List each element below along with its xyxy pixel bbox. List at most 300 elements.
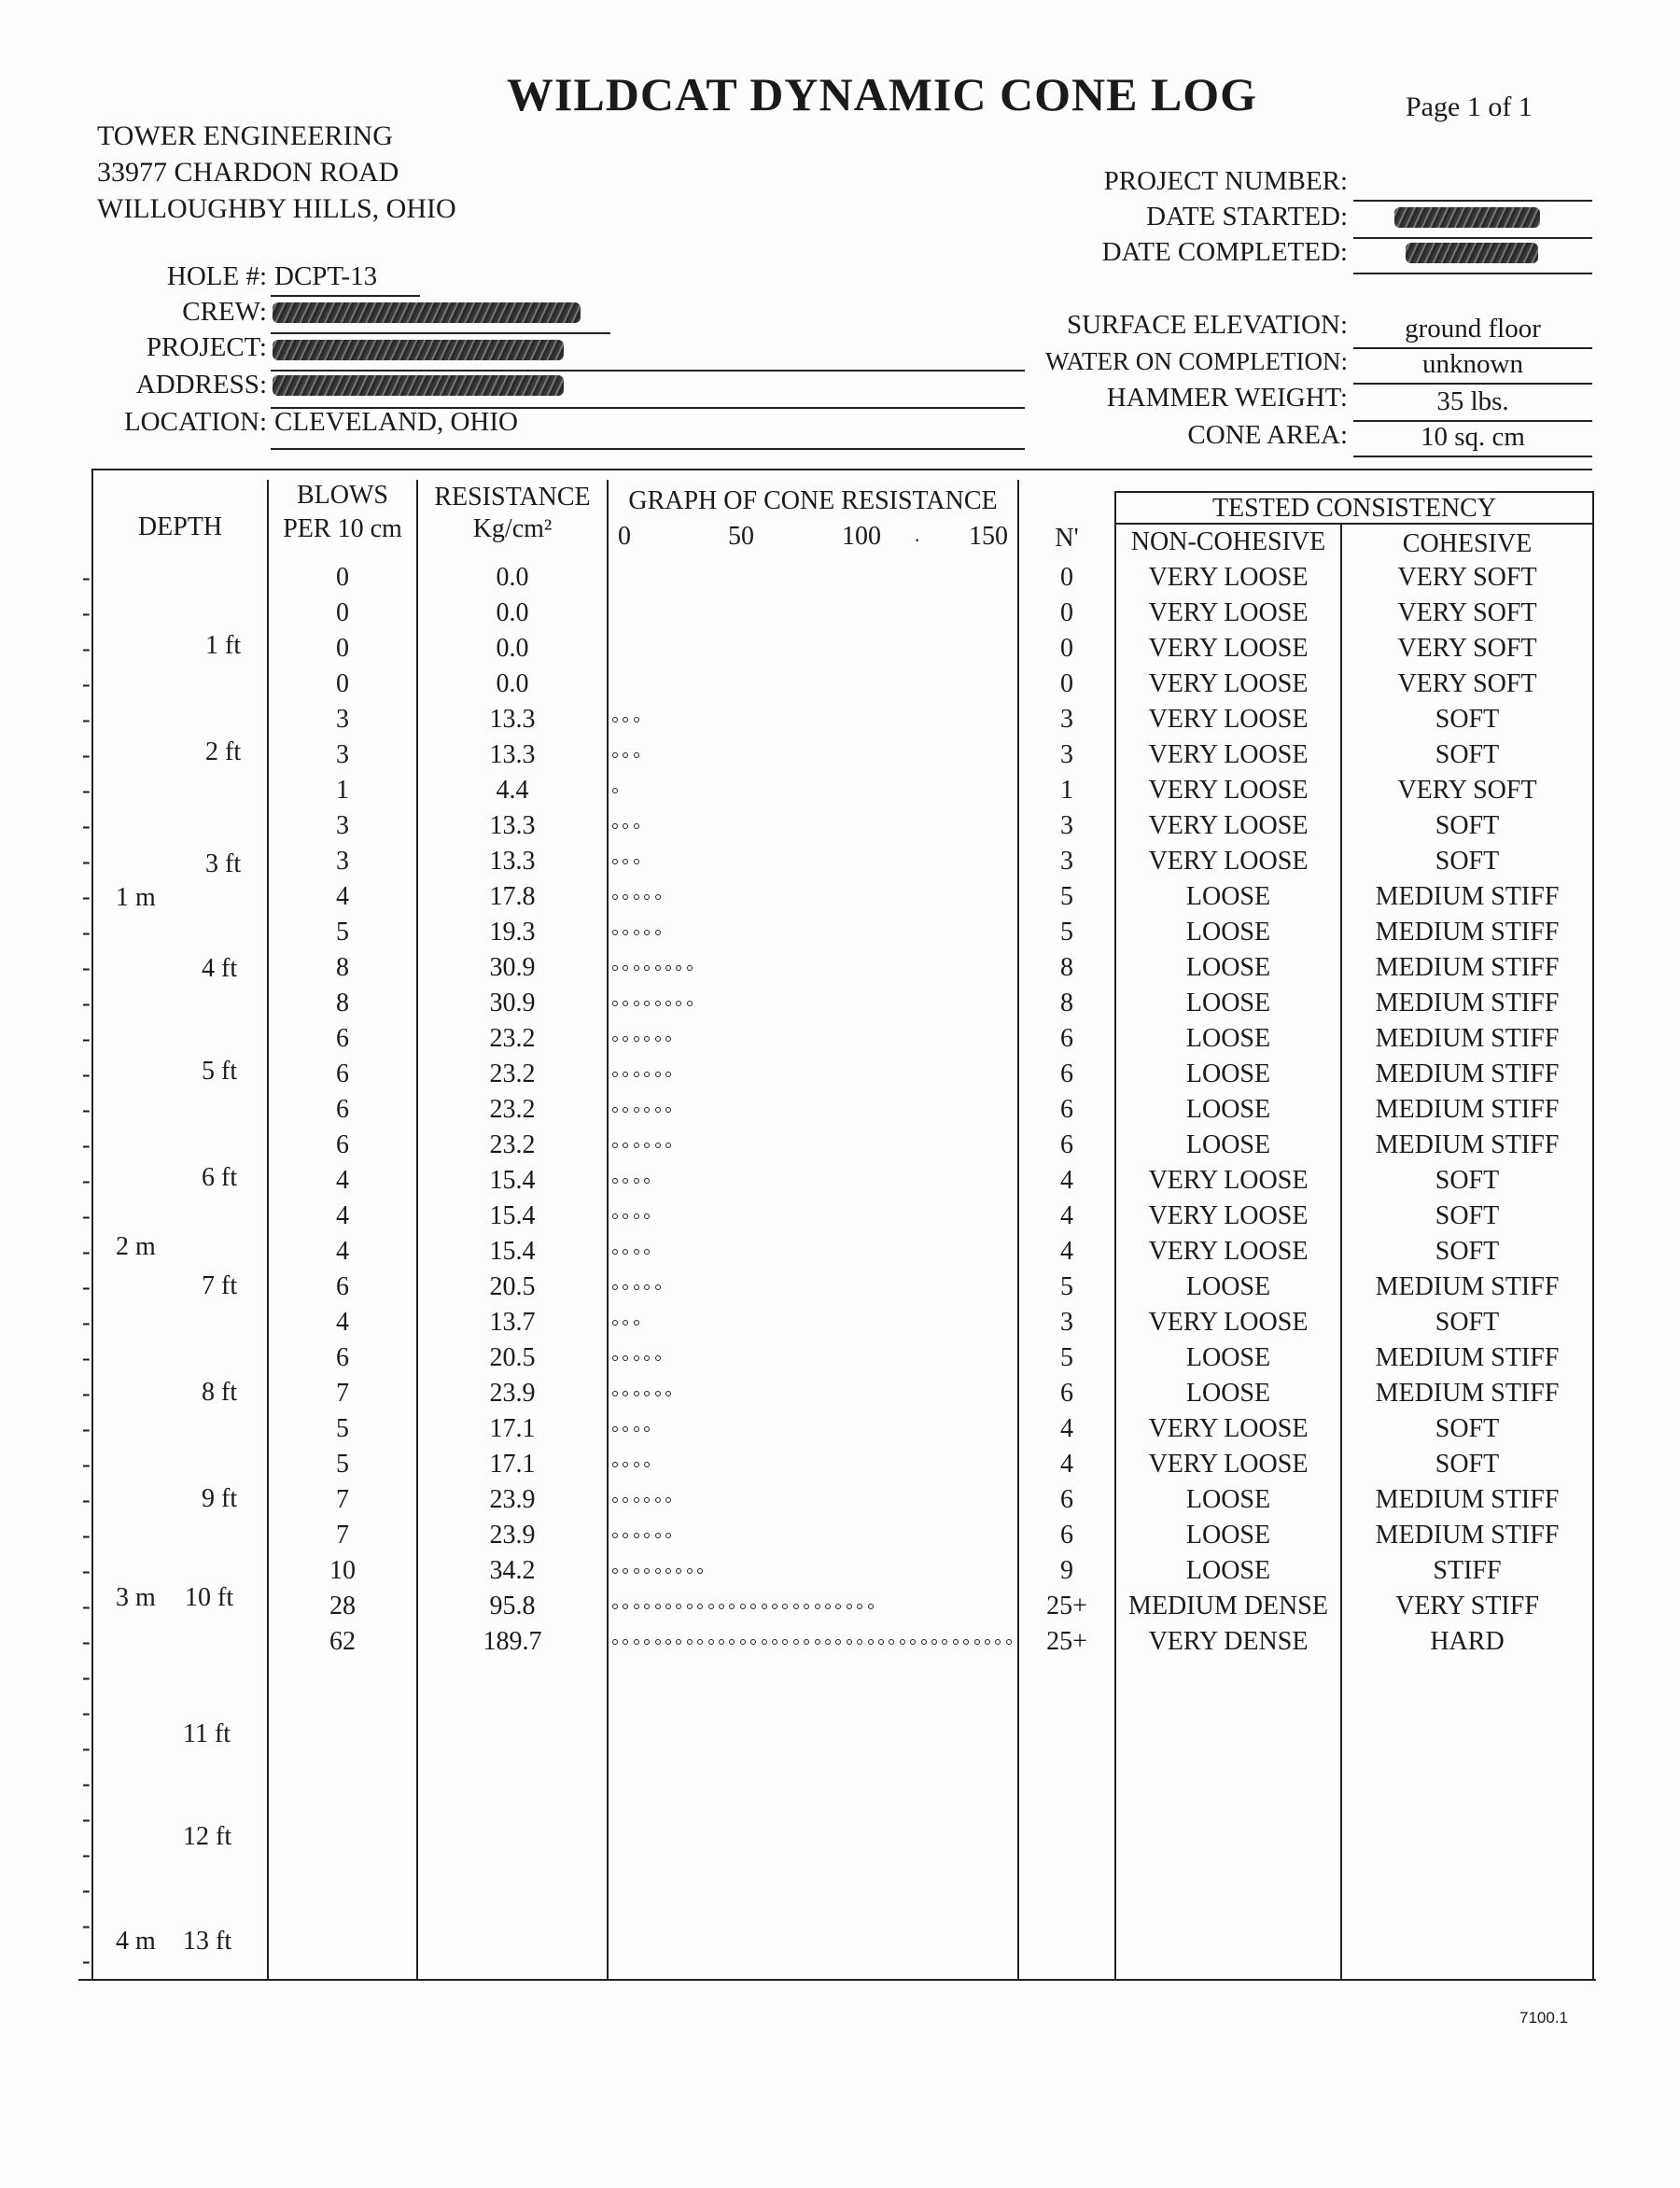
- resistance-dot: [612, 859, 618, 864]
- resistance-dot: [644, 1426, 650, 1432]
- resistance-dot: [634, 965, 639, 971]
- resistance-dot: [612, 1355, 618, 1361]
- resistance-dot: [623, 859, 628, 864]
- resistance-dot: [665, 1072, 671, 1077]
- n-value-cell: 0: [1060, 634, 1073, 663]
- water-underline: [1353, 383, 1592, 385]
- depth-tick-mark: -: [82, 1415, 91, 1442]
- resistance-dot: [655, 1355, 661, 1361]
- graph-tick-100: 100: [842, 522, 881, 551]
- resistance-dot: [634, 1178, 639, 1184]
- resistance-dot: [835, 1639, 841, 1645]
- cohesive-cell: VERY SOFT: [1397, 669, 1537, 698]
- cohesive-cell: MEDIUM STIFF: [1375, 989, 1560, 1017]
- surface-elevation-label: SURFACE ELEVATION:: [1066, 310, 1348, 340]
- header-depth: DEPTH: [137, 512, 223, 541]
- resistance-dot: [634, 1213, 639, 1219]
- non-cohesive-cell: LOOSE: [1185, 1521, 1271, 1550]
- resistance-dot: [750, 1604, 756, 1609]
- resistance-dot: [665, 1143, 671, 1148]
- resistance-dot: [644, 1462, 650, 1467]
- non-cohesive-cell: LOOSE: [1185, 918, 1271, 947]
- cone-area-underline: [1353, 456, 1592, 457]
- depth-tick-mark: -: [82, 564, 91, 591]
- depth-label: 12 ft: [183, 1822, 232, 1851]
- cone-area-value: 10 sq. cm: [1421, 422, 1525, 452]
- non-cohesive-cell: LOOSE: [1185, 953, 1271, 982]
- depth-tick-mark: -: [82, 848, 91, 875]
- resistance-dot: [612, 1178, 618, 1184]
- resistance-cell: 0.0: [496, 598, 529, 627]
- resistance-dot: [782, 1604, 788, 1609]
- non-cohesive-cell: VERY LOOSE: [1148, 1166, 1309, 1195]
- cohesive-cell: SOFT: [1435, 1450, 1500, 1479]
- date-completed-redaction: [1406, 243, 1538, 263]
- resistance-dot: [623, 823, 628, 829]
- resistance-dot: [793, 1639, 799, 1645]
- blows-cell: 7: [336, 1485, 349, 1514]
- n-value-cell: 5: [1060, 882, 1073, 911]
- depth-label: 6 ft: [202, 1163, 238, 1192]
- graph-tick-dot: .: [915, 523, 920, 546]
- resistance-cell: 0.0: [496, 634, 529, 663]
- non-cohesive-cell: VERY LOOSE: [1148, 705, 1309, 734]
- resistance-dot: [623, 1284, 628, 1290]
- n-value-cell: 5: [1060, 1272, 1073, 1301]
- resistance-dot: [815, 1639, 820, 1645]
- resistance-dot: [623, 1213, 628, 1219]
- n-value-cell: 0: [1060, 669, 1073, 698]
- non-cohesive-cell: VERY LOOSE: [1148, 847, 1309, 876]
- table-right-border: [1592, 491, 1594, 1979]
- resistance-dot: [612, 1462, 618, 1467]
- resistance-dot: [644, 1355, 650, 1361]
- non-cohesive-cell: LOOSE: [1185, 1024, 1271, 1053]
- resistance-dot: [612, 1143, 618, 1148]
- resistance-dot: [644, 1604, 650, 1609]
- resistance-dot: [623, 1639, 628, 1645]
- resistance-dot: [676, 1604, 681, 1609]
- resistance-dot: [644, 1178, 650, 1184]
- resistance-dot: [835, 1604, 841, 1609]
- cohesive-cell: MEDIUM STIFF: [1375, 1521, 1560, 1550]
- resistance-dot: [729, 1639, 735, 1645]
- resistance-dot: [623, 1143, 628, 1148]
- cohesive-cell: SOFT: [1435, 740, 1500, 769]
- cohesive-cell: VERY SOFT: [1397, 634, 1537, 663]
- cohesive-cell: SOFT: [1435, 1308, 1500, 1337]
- non-cohesive-cell: LOOSE: [1185, 1343, 1271, 1372]
- resistance-dot: [729, 1604, 735, 1609]
- n-value-cell: 5: [1060, 918, 1073, 947]
- depth-tick-mark: -: [82, 706, 91, 733]
- resistance-cell: 23.2: [489, 1095, 536, 1124]
- resistance-dot: [687, 1604, 693, 1609]
- resistance-dot: [665, 965, 671, 971]
- resistance-dot: [953, 1639, 959, 1645]
- depth-label: 1 ft: [205, 631, 242, 660]
- depth-label: 2 ft: [205, 737, 242, 766]
- resistance-dot: [623, 1497, 628, 1503]
- depth-label: 13 ft: [183, 1927, 232, 1956]
- resistance-dot: [623, 1568, 628, 1574]
- resistance-dot: [612, 823, 618, 829]
- n-value-cell: 0: [1060, 563, 1073, 592]
- resistance-cell: 23.2: [489, 1059, 536, 1088]
- cohesive-cell: MEDIUM STIFF: [1375, 1343, 1560, 1372]
- resistance-dot: [665, 1533, 671, 1538]
- resistance-dot: [623, 752, 628, 758]
- blows-cell: 7: [336, 1379, 349, 1408]
- cohesive-cell: SOFT: [1435, 847, 1500, 876]
- resistance-dot: [623, 1072, 628, 1077]
- non-cohesive-cell: LOOSE: [1185, 1379, 1271, 1408]
- resistance-cell: 17.1: [489, 1450, 536, 1479]
- n-value-cell: 1: [1060, 776, 1073, 805]
- resistance-dot: [665, 1568, 671, 1574]
- resistance-dot: [644, 930, 650, 935]
- resistance-dot: [644, 1036, 650, 1042]
- resistance-cell: 13.3: [489, 705, 536, 734]
- resistance-dot: [612, 1249, 618, 1255]
- depth-label: 3 m: [116, 1583, 156, 1612]
- n-value-cell: 9: [1060, 1556, 1073, 1585]
- crew-underline: [271, 332, 610, 334]
- resistance-cell: 189.7: [483, 1627, 542, 1656]
- resistance-dot: [634, 930, 639, 935]
- resistance-dot: [623, 1426, 628, 1432]
- resistance-dot: [612, 1284, 618, 1290]
- header-cohesive: COHESIVE: [1402, 529, 1533, 558]
- non-cohesive-cell: VERY LOOSE: [1148, 1450, 1309, 1479]
- n-value-cell: 3: [1060, 740, 1073, 769]
- cohesive-cell: SOFT: [1435, 705, 1500, 734]
- depth-tick-mark: -: [82, 1486, 91, 1513]
- depth-tick-mark: -: [82, 1699, 91, 1726]
- project-label: PROJECT:: [146, 332, 267, 362]
- resistance-dot: [655, 930, 661, 935]
- blows-cell: 0: [336, 598, 349, 627]
- depth-tick-mark: -: [82, 812, 91, 839]
- graph-tick-0: 0: [618, 522, 631, 551]
- location-value: CLEVELAND, OHIO: [274, 407, 518, 437]
- resistance-dot: [687, 965, 693, 971]
- non-cohesive-cell: LOOSE: [1185, 1485, 1271, 1514]
- resistance-dot: [857, 1604, 862, 1609]
- n-value-cell: 6: [1060, 1095, 1073, 1124]
- non-cohesive-cell: VERY LOOSE: [1148, 740, 1309, 769]
- depth-tick-mark: -: [82, 1734, 91, 1761]
- resistance-dot: [665, 1604, 671, 1609]
- resistance-dot: [804, 1639, 809, 1645]
- n-value-cell: 5: [1060, 1343, 1073, 1372]
- n-value-cell: 8: [1060, 953, 1073, 982]
- depth-tick-mark: -: [82, 1202, 91, 1229]
- resistance-dot: [634, 1001, 639, 1006]
- depth-label: 2 m: [116, 1232, 156, 1261]
- resistance-dot: [900, 1639, 905, 1645]
- blows-cell: 6: [336, 1059, 349, 1088]
- resistance-dot: [623, 1249, 628, 1255]
- hole-label: HOLE #:: [166, 261, 267, 291]
- resistance-dot: [634, 1639, 639, 1645]
- resistance-dot: [644, 1072, 650, 1077]
- resistance-cell: 30.9: [489, 989, 536, 1017]
- resistance-cell: 23.2: [489, 1130, 536, 1159]
- resistance-dot: [612, 752, 618, 758]
- resistance-dot: [612, 1533, 618, 1538]
- resistance-cell: 23.2: [489, 1024, 536, 1053]
- non-cohesive-cell: LOOSE: [1185, 1059, 1271, 1088]
- resistance-cell: 23.9: [489, 1485, 536, 1514]
- n-value-cell: 3: [1060, 811, 1073, 840]
- location-underline: [271, 448, 1025, 450]
- resistance-dot: [634, 1604, 639, 1609]
- n-value-cell: 6: [1060, 1485, 1073, 1514]
- cohesive-cell: MEDIUM STIFF: [1375, 1272, 1560, 1301]
- company-name: TOWER ENGINEERING: [97, 120, 393, 151]
- depth-tick-mark: -: [82, 1770, 91, 1797]
- resistance-dot: [868, 1639, 874, 1645]
- resistance-cell: 20.5: [489, 1343, 536, 1372]
- non-cohesive-cell: VERY LOOSE: [1148, 1201, 1309, 1230]
- n-value-cell: 6: [1060, 1024, 1073, 1053]
- resistance-cell: 13.3: [489, 847, 536, 876]
- depth-tick-mark: -: [82, 1060, 91, 1087]
- blows-cell: 3: [336, 811, 349, 840]
- resistance-dot: [963, 1639, 969, 1645]
- resistance-dot: [910, 1639, 916, 1645]
- depth-tick-mark: -: [82, 1380, 91, 1407]
- resistance-dot: [623, 717, 628, 722]
- non-cohesive-cell: VERY LOOSE: [1148, 776, 1309, 805]
- non-cohesive-cell: LOOSE: [1185, 1130, 1271, 1159]
- resistance-dot: [655, 1568, 661, 1574]
- resistance-cell: 17.8: [489, 882, 536, 911]
- resistance-dot: [634, 1497, 639, 1503]
- blows-cell: 0: [336, 563, 349, 592]
- resistance-dot: [655, 1391, 661, 1396]
- resistance-dot: [644, 1107, 650, 1113]
- depth-label: 4 m: [116, 1927, 156, 1956]
- resistance-cell: 20.5: [489, 1272, 536, 1301]
- non-cohesive-cell: VERY LOOSE: [1148, 563, 1309, 592]
- non-cohesive-cell: VERY LOOSE: [1148, 1414, 1309, 1443]
- depth-label: 10 ft: [185, 1583, 234, 1612]
- depth-label: 11 ft: [183, 1719, 231, 1748]
- resistance-dot: [655, 894, 661, 900]
- depth-tick-mark: -: [82, 1273, 91, 1300]
- location-label: LOCATION:: [123, 407, 267, 437]
- resistance-cell: 19.3: [489, 918, 536, 947]
- blows-cell: 3: [336, 740, 349, 769]
- depth-tick-mark: -: [82, 1344, 91, 1371]
- n-value-cell: 6: [1060, 1379, 1073, 1408]
- resistance-dot: [623, 1355, 628, 1361]
- n-value-cell: 3: [1060, 1308, 1073, 1337]
- resistance-dot: [623, 1036, 628, 1042]
- non-cohesive-cell: VERY DENSE: [1148, 1627, 1309, 1656]
- n-value-cell: 4: [1060, 1414, 1073, 1443]
- resistance-dot: [634, 1249, 639, 1255]
- depth-tick-mark: -: [82, 1131, 91, 1158]
- resistance-dot: [655, 965, 661, 971]
- resistance-dot: [644, 894, 650, 900]
- resistance-dot: [655, 1604, 661, 1609]
- resistance-dot: [612, 1107, 618, 1113]
- blows-cell: 0: [336, 634, 349, 663]
- resistance-dot: [655, 1072, 661, 1077]
- depth-tick-mark: -: [82, 741, 91, 768]
- resistance-dot: [634, 1143, 639, 1148]
- resistance-dot: [612, 1426, 618, 1432]
- resistance-dot: [634, 1036, 639, 1042]
- resistance-dot: [634, 823, 639, 829]
- resistance-dot: [634, 1355, 639, 1361]
- depth-tick-mark: -: [82, 919, 91, 946]
- header-tested-consistency: TESTED CONSISTENCY: [1211, 494, 1497, 523]
- resistance-dot: [644, 1213, 650, 1219]
- resistance-dot: [644, 1391, 650, 1396]
- resistance-dot: [655, 1533, 661, 1538]
- resistance-dot: [623, 1533, 628, 1538]
- cohesive-cell: HARD: [1430, 1627, 1505, 1656]
- resistance-dot: [623, 965, 628, 971]
- resistance-dot: [634, 1107, 639, 1113]
- date-completed-label: DATE COMPLETED:: [1101, 237, 1348, 267]
- resistance-cell: 13.7: [489, 1308, 536, 1337]
- depth-tick-mark: -: [82, 1628, 91, 1655]
- resistance-dot: [644, 1143, 650, 1148]
- depth-tick-mark: -: [82, 635, 91, 662]
- resistance-dot: [921, 1639, 927, 1645]
- resistance-dot: [612, 1568, 618, 1574]
- non-cohesive-cell: VERY LOOSE: [1148, 669, 1309, 698]
- header-resistance-unit: Kg/cm²: [472, 514, 553, 543]
- resistance-dot: [665, 1107, 671, 1113]
- resistance-cell: 15.4: [489, 1201, 536, 1230]
- header-blows-unit: PER 10 cm: [283, 514, 402, 543]
- resistance-dot: [644, 1568, 650, 1574]
- non-cohesive-cell: LOOSE: [1185, 1556, 1271, 1585]
- cohesive-cell: MEDIUM STIFF: [1375, 1024, 1560, 1053]
- resistance-dot: [612, 1604, 618, 1609]
- blows-cell: 4: [336, 1308, 349, 1337]
- depth-tick-mark: -: [82, 777, 91, 804]
- resistance-dot: [665, 1391, 671, 1396]
- cohesive-cell: MEDIUM STIFF: [1375, 1130, 1560, 1159]
- resistance-dot: [857, 1639, 862, 1645]
- resistance-dot: [634, 1391, 639, 1396]
- resistance-dot: [655, 1284, 661, 1290]
- resistance-dot: [719, 1639, 724, 1645]
- blows-cell: 6: [336, 1130, 349, 1159]
- cohesive-cell: SOFT: [1435, 1201, 1500, 1230]
- non-cohesive-cell: VERY LOOSE: [1148, 1308, 1309, 1337]
- resistance-dot: [644, 965, 650, 971]
- non-cohesive-cell: LOOSE: [1185, 1272, 1271, 1301]
- address-label: ADDRESS:: [135, 370, 267, 400]
- project-redaction: [273, 340, 564, 360]
- resistance-dot: [697, 1639, 703, 1645]
- blows-cell: 7: [336, 1521, 349, 1550]
- resistance-dot: [804, 1604, 809, 1609]
- n-value-cell: 3: [1060, 705, 1073, 734]
- cohesive-cell: VERY SOFT: [1397, 598, 1537, 627]
- depth-tick-mark: -: [82, 1592, 91, 1620]
- header-graph: GRAPH OF CONE RESISTANCE: [628, 486, 998, 515]
- cohesive-cell: MEDIUM STIFF: [1375, 1095, 1560, 1124]
- resistance-dot: [655, 1639, 661, 1645]
- resistance-dot: [612, 1072, 618, 1077]
- crew-label: CREW:: [182, 297, 267, 327]
- resistance-dot: [644, 1497, 650, 1503]
- blows-cell: 6: [336, 1095, 349, 1124]
- depth-tick-mark: -: [82, 883, 91, 910]
- resistance-dot: [772, 1639, 777, 1645]
- depth-label: 7 ft: [202, 1271, 238, 1300]
- resistance-dot: [740, 1639, 746, 1645]
- resistance-dot: [1006, 1639, 1012, 1645]
- resistance-dot: [612, 965, 618, 971]
- depth-label: 5 ft: [202, 1057, 238, 1086]
- blows-cell: 4: [336, 882, 349, 911]
- resistance-dot: [612, 788, 618, 793]
- resistance-dot: [634, 1462, 639, 1467]
- crew-redaction: [273, 302, 581, 323]
- resistance-dot: [687, 1568, 693, 1574]
- resistance-dot: [676, 965, 681, 971]
- graph-tick-50: 50: [728, 522, 754, 551]
- resistance-dot: [665, 1639, 671, 1645]
- resistance-dot: [708, 1639, 714, 1645]
- n-value-cell: 8: [1060, 989, 1073, 1017]
- resistance-dot: [634, 1284, 639, 1290]
- blows-cell: 62: [329, 1627, 356, 1656]
- n-value-cell: 0: [1060, 598, 1073, 627]
- depth-tick-mark: -: [82, 1557, 91, 1584]
- header-resistance: RESISTANCE: [434, 483, 591, 512]
- depth-label: 9 ft: [202, 1484, 238, 1513]
- resistance-cell: 0.0: [496, 669, 529, 698]
- resistance-dot: [825, 1639, 831, 1645]
- resistance-dot: [889, 1639, 894, 1645]
- resistance-dot: [634, 1568, 639, 1574]
- hole-underline: [271, 295, 420, 297]
- non-cohesive-cell: VERY LOOSE: [1148, 634, 1309, 663]
- resistance-dot: [708, 1604, 714, 1609]
- resistance-cell: 34.2: [489, 1556, 536, 1585]
- depth-tick-mark: -: [82, 599, 91, 626]
- n-value-cell: 4: [1060, 1450, 1073, 1479]
- n-value-cell: 4: [1060, 1201, 1073, 1230]
- resistance-dot: [612, 1497, 618, 1503]
- cohesive-cell: MEDIUM STIFF: [1375, 953, 1560, 982]
- resistance-cell: 0.0: [496, 563, 529, 592]
- resistance-dot: [644, 1639, 650, 1645]
- resistance-dot: [623, 1107, 628, 1113]
- resistance-cell: 30.9: [489, 953, 536, 982]
- resistance-dot: [612, 894, 618, 900]
- blows-cell: 8: [336, 953, 349, 982]
- resistance-dot: [825, 1604, 831, 1609]
- hammer-weight-value: 35 lbs.: [1436, 386, 1509, 416]
- company-city: WILLOUGHBY HILLS, OHIO: [97, 193, 456, 224]
- cohesive-cell: SOFT: [1435, 1166, 1500, 1195]
- date-started-label: DATE STARTED:: [1146, 202, 1348, 231]
- resistance-dot: [612, 717, 618, 722]
- resistance-dot: [623, 1001, 628, 1006]
